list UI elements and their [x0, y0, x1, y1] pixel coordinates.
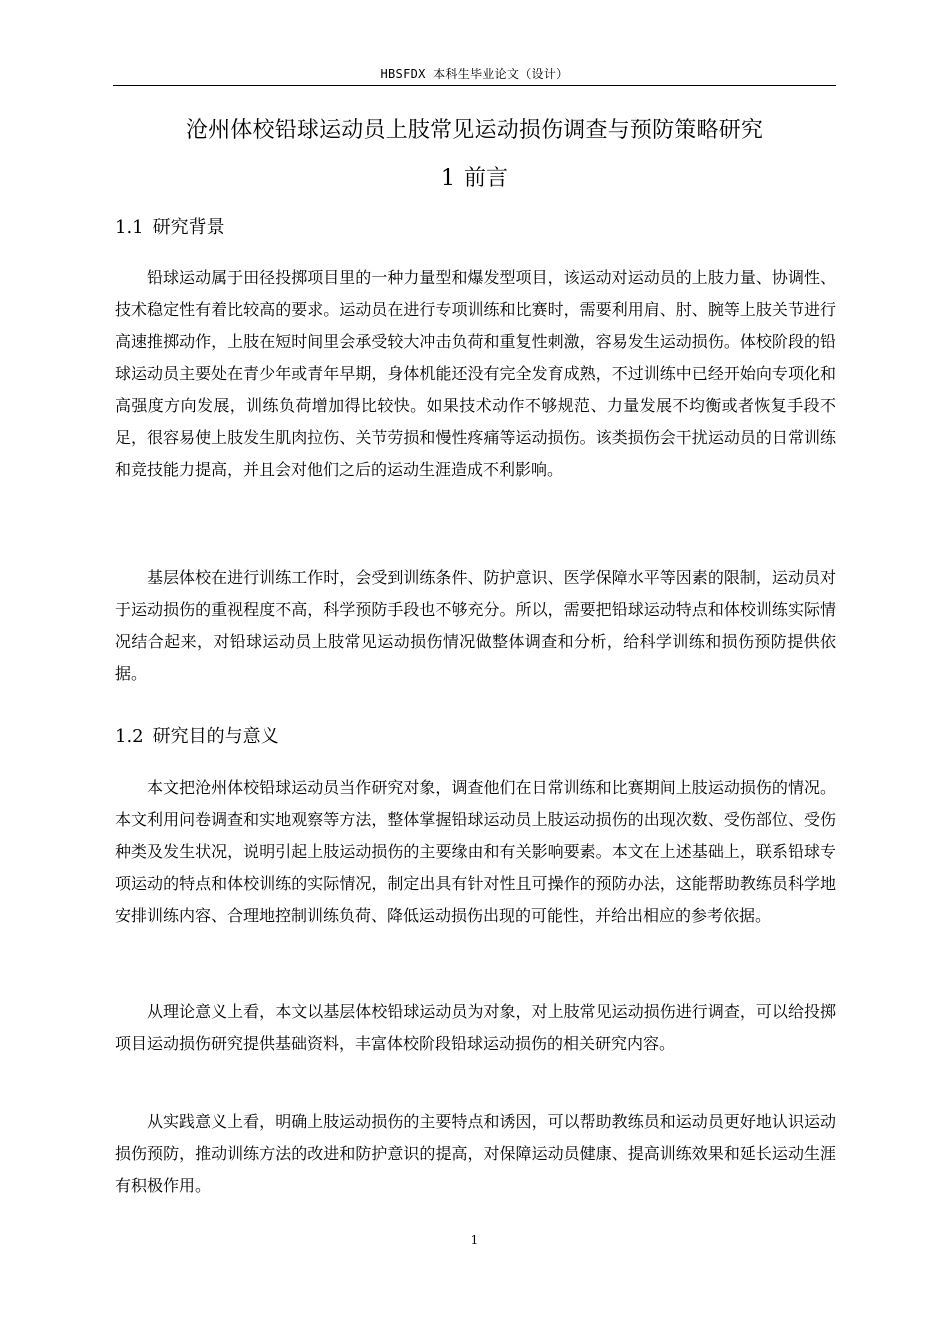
chapter-heading	[113, 164, 836, 194]
chapter-title: 前言	[463, 166, 508, 191]
running-header: HBSFDX 本科生毕业论文（设计）	[380, 67, 569, 81]
page-number: 1	[470, 1233, 479, 1247]
paragraph-practice-significance: 从实践意义上看，明确上肢运动损伤的主要特点和诱因，可以帮助教练员和运动员更好地认识运动损伤预防，推动训练方法的改进和防护意识的提高，对保障运动员健康、提高训练效果和延长运动生涯有积极作用。	[115, 1112, 836, 1195]
section-title: 研究目的与意义	[152, 726, 279, 747]
section-heading-background	[115, 215, 225, 241]
header-divider	[113, 85, 836, 86]
paragraph-background-1: 铅球运动属于田径投掷项目里的一种力量型和爆发型项目，该运动对运动员的上肢力量、协调性、技术稳定性有着比较高的要求。运动员在进行专项训练和比赛时，需要利用肩、肘、腕等上肢关节进行高速推掷动作，上肢在短时间里会承受较大冲击负荷和重复性刺激，容易发生运动损伤。体校阶段的铅球运动员主要处在青少年或青年早期，身体机能还没有完全发育成熟，不过训练中已经开始向专项化和高强度方向发展，训练负荷增加得比较快。如果技术动作不够规范、力量发展不均衡或者恢复手段不足，很容易使上肢发生肌肉拉伤、关节劳损和慢性疼痛等运动损伤。该类损伤会干扰运动员的日常训练和竞技能力提高，并且会对他们之后的运动生涯造成不利影响。	[115, 268, 836, 479]
paragraph-background-2: 基层体校在进行训练工作时，会受到训练条件、防护意识、医学保障水平等因素的限制，运动员对于运动损伤的重视程度不高，科学预防手段也不够充分。所以，需要把铅球运动特点和体校训练实际情况结合起来，对铅球运动员上肢常见运动损伤情况做整体调查和分析，给科学训练和损伤预防提供依据。	[115, 568, 836, 683]
section-heading-purpose	[115, 724, 279, 750]
paragraph-theory-significance: 从理论意义上看，本文以基层体校铅球运动员为对象，对上肢常见运动损伤进行调查，可以给投掷项目运动损伤研究提供基础资料，丰富体校阶段铅球运动损伤的相关研究内容。	[115, 1002, 836, 1053]
section-number: 1.2	[115, 726, 144, 747]
section-title: 研究背景	[152, 217, 225, 238]
document-title: 沧州体校铅球运动员上肢常见运动损伤调查与预防策略研究	[185, 118, 764, 143]
chapter-number: 1	[440, 166, 455, 191]
section-number: 1.1	[115, 217, 144, 238]
paragraph-purpose-1: 本文把沧州体校铅球运动员当作研究对象，调查他们在日常训练和比赛期间上肢运动损伤的情况。本文利用问卷调查和实地观察等方法，整体掌握铅球运动员上肢运动损伤的出现次数、受伤部位、受伤种类及发生状况，说明引起上肢运动损伤的主要缘由和有关影响要素。本文在上述基础上，联系铅球专项运动的特点和体校训练的实际情况，制定出具有针对性且可操作的预防办法，这能帮助教练员科学地安排训练内容、合理地控制训练负荷、降低运动损伤出现的可能性，并给出相应的参考依据。	[115, 778, 836, 925]
